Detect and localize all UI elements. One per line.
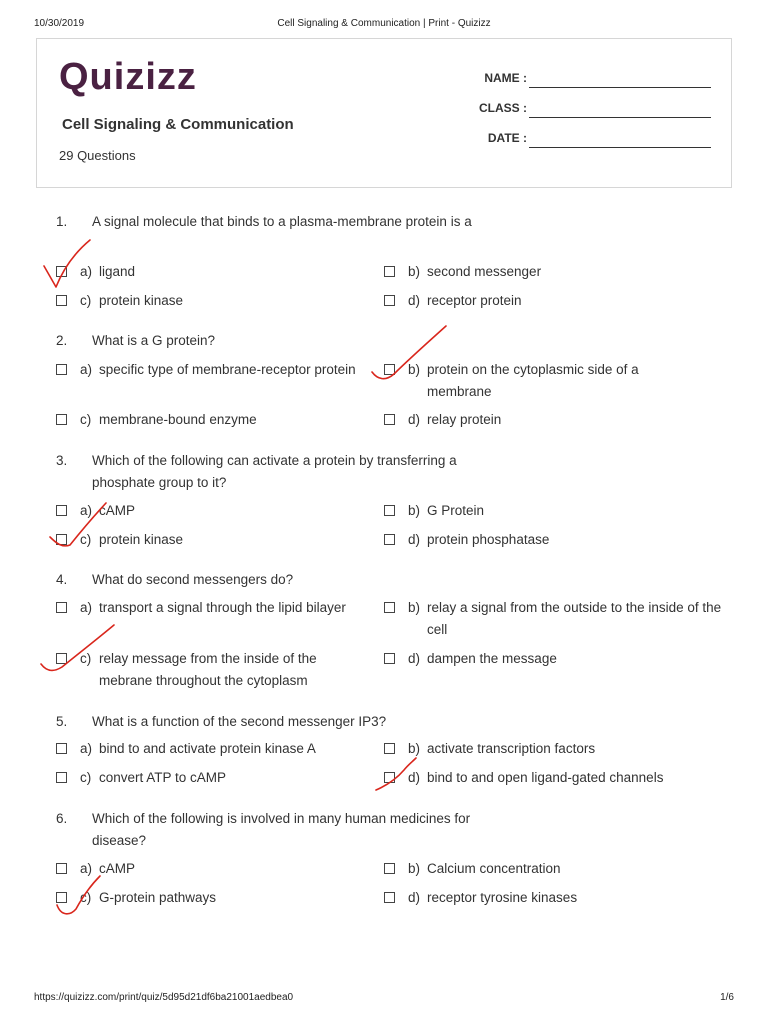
- option-letter: b): [408, 264, 421, 279]
- quiz-title: Cell Signaling & Communication: [62, 116, 294, 133]
- option-text: cAMP: [99, 861, 136, 876]
- print-footer-url: https://quizizz.com/print/quiz/5d95d21df6ba21001aedbea0: [34, 992, 294, 1003]
- worksheet-header-card: [36, 38, 732, 188]
- option-text: receptor tyrosine kinases: [427, 890, 578, 905]
- question-text: What is a function of the second messenger IP3?: [92, 714, 387, 729]
- checkbox[interactable]: [384, 266, 395, 277]
- date-line: [529, 147, 711, 148]
- question-number: 3.: [56, 453, 68, 468]
- question-number: 2.: [56, 333, 68, 348]
- checkbox[interactable]: [56, 266, 67, 277]
- option-letter: c): [80, 890, 92, 905]
- option-letter: a): [80, 362, 93, 377]
- option-text: receptor protein: [427, 293, 522, 308]
- option-text: G-protein pathways: [99, 890, 217, 905]
- checkbox[interactable]: [384, 364, 395, 375]
- quizizz-logo: Quizizz: [59, 56, 197, 98]
- option-text: relay message from the inside of the mebrane throughout the cytoplasm: [99, 651, 317, 688]
- question-text: Which of the following is involved in many human medicines for disease?: [92, 811, 471, 848]
- print-page-number: 1/6: [720, 992, 734, 1003]
- date-field: [471, 131, 711, 151]
- option-letter: c): [80, 293, 92, 308]
- checkbox[interactable]: [384, 414, 395, 425]
- question-text: Which of the following can activate a protein by transferring a phosphate group to it?: [92, 453, 457, 490]
- name-label: NAME :: [484, 71, 527, 85]
- option-letter: a): [80, 600, 93, 615]
- option-letter: a): [80, 741, 93, 756]
- checkbox[interactable]: [56, 534, 67, 545]
- option-text: relay a signal from the outside to the inside of the cell: [427, 600, 722, 637]
- question-text: A signal molecule that binds to a plasma-membrane protein is a: [92, 214, 472, 229]
- print-page-title: Cell Signaling & Communication | Print - Quizizz: [277, 18, 491, 29]
- checkbox[interactable]: [56, 602, 67, 613]
- option-text: relay protein: [427, 412, 502, 427]
- checkbox[interactable]: [384, 602, 395, 613]
- question-text: What is a G protein?: [92, 333, 216, 348]
- option-letter: c): [80, 770, 92, 785]
- name-line: [529, 87, 711, 88]
- option-text: bind to and activate protein kinase A: [99, 741, 316, 756]
- option-letter: a): [80, 264, 93, 279]
- name-field: [471, 71, 711, 91]
- option-text: G Protein: [427, 503, 485, 518]
- checkbox[interactable]: [384, 743, 395, 754]
- checkbox[interactable]: [384, 772, 395, 783]
- checkbox[interactable]: [384, 653, 395, 664]
- class-field: [471, 101, 711, 121]
- checkbox[interactable]: [56, 295, 67, 306]
- checkbox[interactable]: [56, 772, 67, 783]
- checkbox[interactable]: [56, 414, 67, 425]
- option-letter: a): [80, 503, 93, 518]
- class-line: [529, 117, 711, 118]
- question-text: What do second messengers do?: [92, 572, 294, 587]
- question-number: 1.: [56, 214, 68, 229]
- option-letter: c): [80, 651, 92, 666]
- checkbox[interactable]: [56, 863, 67, 874]
- option-letter: d): [408, 770, 421, 785]
- option-letter: a): [80, 861, 93, 876]
- option-letter: d): [408, 532, 421, 547]
- checkbox[interactable]: [56, 743, 67, 754]
- option-text: protein kinase: [99, 532, 184, 547]
- checkbox[interactable]: [56, 892, 67, 903]
- option-text: protein kinase: [99, 293, 184, 308]
- option-letter: b): [408, 362, 421, 377]
- question-number: 4.: [56, 572, 68, 587]
- option-text: transport a signal through the lipid bilayer: [99, 600, 346, 615]
- option-letter: b): [408, 741, 421, 756]
- checkbox[interactable]: [384, 892, 395, 903]
- option-text: convert ATP to cAMP: [99, 770, 227, 785]
- option-text: activate transcription factors: [427, 741, 596, 756]
- question-number: 5.: [56, 714, 68, 729]
- option-text: second messenger: [427, 264, 542, 279]
- option-text: protein on the cytoplasmic side of a membrane: [427, 362, 639, 399]
- date-label: DATE :: [487, 131, 527, 145]
- print-date: 10/30/2019: [34, 18, 85, 29]
- option-text: specific type of membrane-receptor protein: [99, 362, 356, 377]
- checkbox[interactable]: [384, 863, 395, 874]
- question-number: 6.: [56, 811, 68, 826]
- option-letter: d): [408, 651, 421, 666]
- option-text: membrane-bound enzyme: [99, 412, 257, 427]
- checkbox[interactable]: [56, 364, 67, 375]
- option-text: dampen the message: [427, 651, 557, 666]
- question-count: 29 Questions: [59, 148, 136, 163]
- checkbox[interactable]: [384, 295, 395, 306]
- option-letter: c): [80, 412, 92, 427]
- option-letter: d): [408, 412, 421, 427]
- class-label: CLASS :: [479, 101, 527, 115]
- option-text: ligand: [99, 264, 136, 279]
- checkbox[interactable]: [56, 505, 67, 516]
- option-text: Calcium concentration: [427, 861, 561, 876]
- option-letter: b): [408, 861, 421, 876]
- option-letter: d): [408, 890, 421, 905]
- option-letter: b): [408, 503, 421, 518]
- option-text: protein phosphatase: [427, 532, 550, 547]
- option-letter: b): [408, 600, 421, 615]
- option-letter: c): [80, 532, 92, 547]
- checkbox[interactable]: [384, 505, 395, 516]
- checkbox[interactable]: [384, 534, 395, 545]
- option-text: bind to and open ligand-gated channels: [427, 770, 664, 785]
- option-letter: d): [408, 293, 421, 308]
- checkbox[interactable]: [56, 653, 67, 664]
- option-text: cAMP: [99, 503, 136, 518]
